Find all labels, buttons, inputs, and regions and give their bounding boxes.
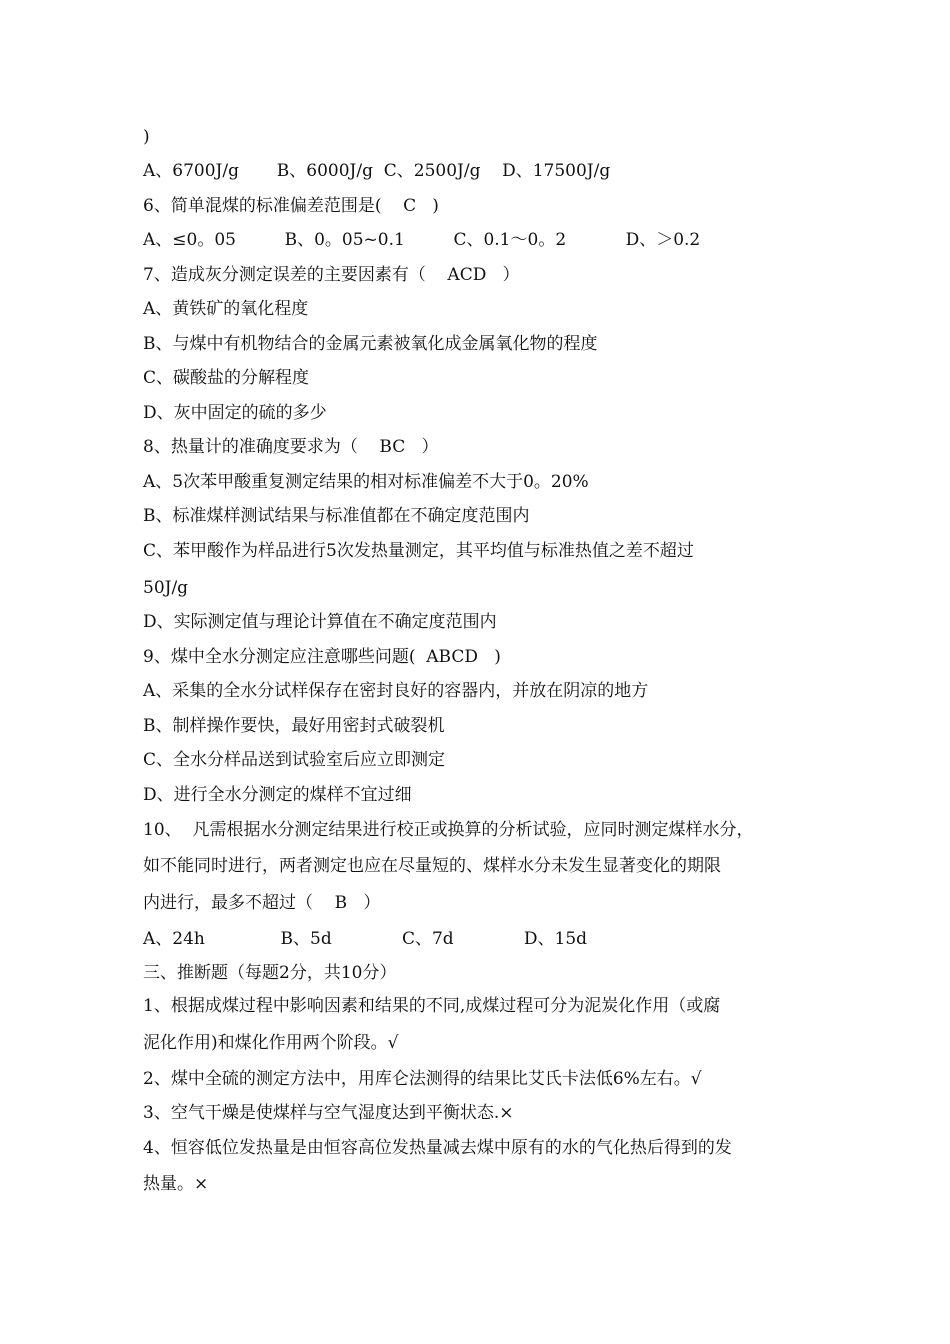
judgment-3: 3、空气干燥是使煤样与空气湿度达到平衡状态.× — [143, 1103, 514, 1123]
question-7-stem: 7、造成灰分测定误差的主要因素有（ ACD ） — [143, 265, 520, 285]
question-7-option-c: C、碳酸盐的分解程度 — [143, 368, 310, 388]
question-8-stem: 8、热量计的准确度要求为（ BC ） — [143, 437, 439, 457]
question-9-stem: 9、煤中全水分测定应注意哪些问题( ABCD ) — [143, 647, 501, 667]
judgment-4: 4、恒容低位发热量是由恒容高位发热量减去煤中原有的水的气化热后得到的发 — [143, 1138, 732, 1158]
text-line: ) — [143, 127, 150, 147]
judgment-1: 1、根据成煤过程中影响因素和结果的不同,成煤过程可分为泥炭化作用（或腐 — [143, 996, 721, 1016]
question-9-option-d: D、进行全水分测定的煤样不宜过细 — [143, 785, 412, 805]
question-9-option-c: C、全水分样品送到试验室后应立即测定 — [143, 750, 446, 770]
question-8-option-c: C、苯甲酸作为样品进行5次发热量测定，其平均值与标准热值之差不超过 — [143, 541, 694, 561]
question-8-option-b: B、标准煤样测试结果与标准值都在不确定度范围内 — [143, 506, 530, 526]
question-6-options: A、≤0。05 B、0。05~0.1 C、0.1～0。2 D、＞0.2 — [143, 230, 701, 250]
question-9-option-b: B、制样操作要快，最好用密封式破裂机 — [143, 716, 445, 736]
section-3-heading: 三、推断题（每题2分，共10分） — [143, 963, 397, 983]
question-10-stem-cont-2: 内进行，最多不超过（ B ） — [143, 893, 381, 913]
question-8-option-c-cont: 50J/g — [143, 578, 189, 598]
question-10-stem: 10、 凡需根据水分测定结果进行校正或换算的分析试验，应同时测定煤样水分， — [143, 820, 754, 840]
question-7-option-b: B、与煤中有机物结合的金属元素被氧化成金属氧化物的程度 — [143, 334, 598, 354]
question-9-option-a: A、采集的全水分试样保存在密封良好的容器内，并放在阴凉的地方 — [143, 681, 649, 701]
question-7-option-a: A、黄铁矿的氧化程度 — [143, 299, 309, 319]
judgment-4-cont: 热量。× — [143, 1174, 209, 1194]
question-8-option-d: D、实际测定值与理论计算值在不确定度范围内 — [143, 612, 497, 632]
judgment-1-cont: 泥化作用)和煤化作用两个阶段。√ — [143, 1033, 399, 1053]
question-8-option-a: A、5次苯甲酸重复测定结果的相对标准偏差不大于0。20% — [143, 472, 589, 492]
question-10-stem-cont-1: 如不能同时进行，两者测定也应在尽量短的、煤样水分未发生显著变化的期限 — [143, 856, 721, 876]
question-5-options: A、6700J/g B、6000J/g C、2500J/g D、17500J/g — [143, 161, 611, 181]
question-10-options: A、24h B、5d C、7d D、15d — [143, 929, 588, 949]
question-7-option-d: D、灰中固定的硫的多少 — [143, 403, 327, 423]
question-6-stem: 6、简单混煤的标准偏差范围是( C ) — [143, 196, 439, 216]
judgment-2: 2、煤中全硫的测定方法中，用库仑法测得的结果比艾氏卡法低6%左右。√ — [143, 1069, 702, 1089]
